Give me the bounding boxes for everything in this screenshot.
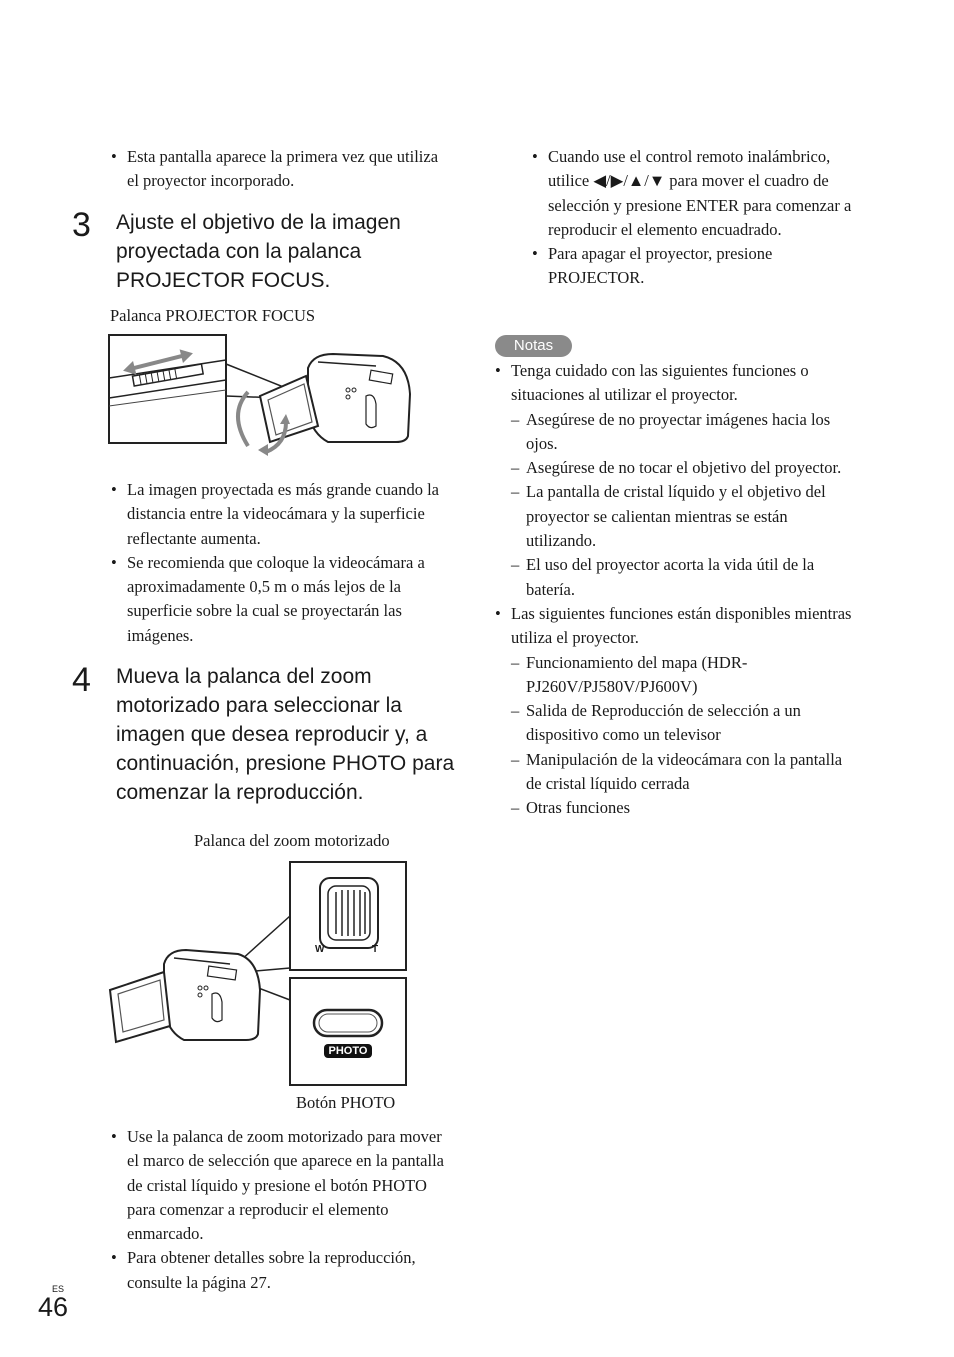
note-item bbox=[495, 359, 855, 602]
notes-list bbox=[495, 359, 855, 821]
page-number: 46 bbox=[38, 1292, 69, 1322]
zoom-w-label: W bbox=[315, 944, 325, 955]
step-3-bullet: • La imagen proyectada es más grande cuando la distancia entre la videocámara y la superficie reflectante aumenta. bbox=[111, 478, 451, 551]
step-3-bullet: • Se recomienda que coloque la videocámara a aproximadamente 0,5 m o más lejos de la superficie sobre la cual se proyectarán las imágenes. bbox=[111, 551, 451, 648]
note-subitem: – Salida de Reproducción de selección a un dispositivo como un televisor bbox=[511, 699, 855, 748]
figure-2-caption-top: Palanca del zoom motorizado bbox=[194, 831, 390, 850]
step-4-number: 4 bbox=[72, 661, 91, 699]
step-4-bullet: • Para obtener detalles sobre la reproducción, consulte la página 27. bbox=[111, 1246, 446, 1295]
note-subitem: – Asegúrese de no tocar el objetivo del proyector. bbox=[511, 456, 855, 480]
intro-bullet: • Esta pantalla aparece la primera vez que utiliza el proyector incorporado. bbox=[111, 145, 446, 194]
note-text: Tenga cuidado con las siguientes funciones o situaciones al utilizar el proyector. bbox=[511, 361, 809, 405]
remote-bullet-list bbox=[532, 145, 872, 291]
step-3-bullet-list bbox=[111, 478, 451, 648]
step-4-bullet: • Use la palanca de zoom motorizado para mover el marco de selección que aparece en la pantalla de cristal líquido y presione el botón PHOTO para comenzar a reproducir el elemento enmarcado. bbox=[111, 1125, 446, 1246]
note-subitem: – Funcionamiento del mapa (HDR-PJ260V/PJ580V/PJ600V) bbox=[511, 651, 855, 700]
note-subitem: – El uso del proyector acorta la vida útil de la batería. bbox=[511, 553, 855, 602]
notes-badge: Notas bbox=[495, 335, 572, 357]
note-sublist bbox=[511, 651, 855, 821]
note-subitem: – Asegúrese de no proyectar imágenes hacia los ojos. bbox=[511, 408, 855, 457]
language-code: ES bbox=[52, 1284, 65, 1294]
figure-2-caption-bottom: Botón PHOTO bbox=[296, 1093, 396, 1112]
zoom-t-label: T bbox=[372, 944, 379, 955]
step-3-number: 3 bbox=[72, 206, 91, 244]
intro-bullet-list bbox=[111, 145, 446, 194]
step-3-text: Ajuste el objetivo de la imagen proyectada con la palanca PROJECTOR FOCUS. bbox=[116, 211, 401, 292]
note-text: Las siguientes funciones están disponibles mientras utiliza el proyector. bbox=[511, 603, 852, 648]
step-4-bullet-list bbox=[111, 1125, 446, 1295]
note-subitem: – Otras funciones bbox=[511, 796, 855, 820]
remote-bullet: • Cuando use el control remoto inalámbrico, utilice ◀/▶/▲/▼ para mover el cuadro de selección y presione ENTER para comenzar a reproducir el elemento encuadrado. bbox=[532, 145, 872, 242]
step-4-text: Mueva la palanca del zoom motorizado para seleccionar la imagen que desea reproducir y, a continuación, presione PHOTO para comenzar la reproducción. bbox=[116, 665, 455, 804]
projector-focus-illustration bbox=[108, 334, 413, 458]
note-sublist bbox=[511, 408, 855, 602]
note-subitem: – Manipulación de la videocámara con la pantalla de cristal líquido cerrada bbox=[511, 748, 855, 797]
photo-button-label: PHOTO bbox=[328, 1045, 368, 1057]
note-subitem: – La pantalla de cristal líquido y el objetivo del proyector se calientan mientras se están utilizando. bbox=[511, 480, 855, 553]
figure-1-caption: Palanca PROJECTOR FOCUS bbox=[110, 306, 316, 325]
remote-bullet: • Para apagar el proyector, presione PROJECTOR. bbox=[532, 242, 872, 291]
note-item bbox=[495, 602, 855, 821]
